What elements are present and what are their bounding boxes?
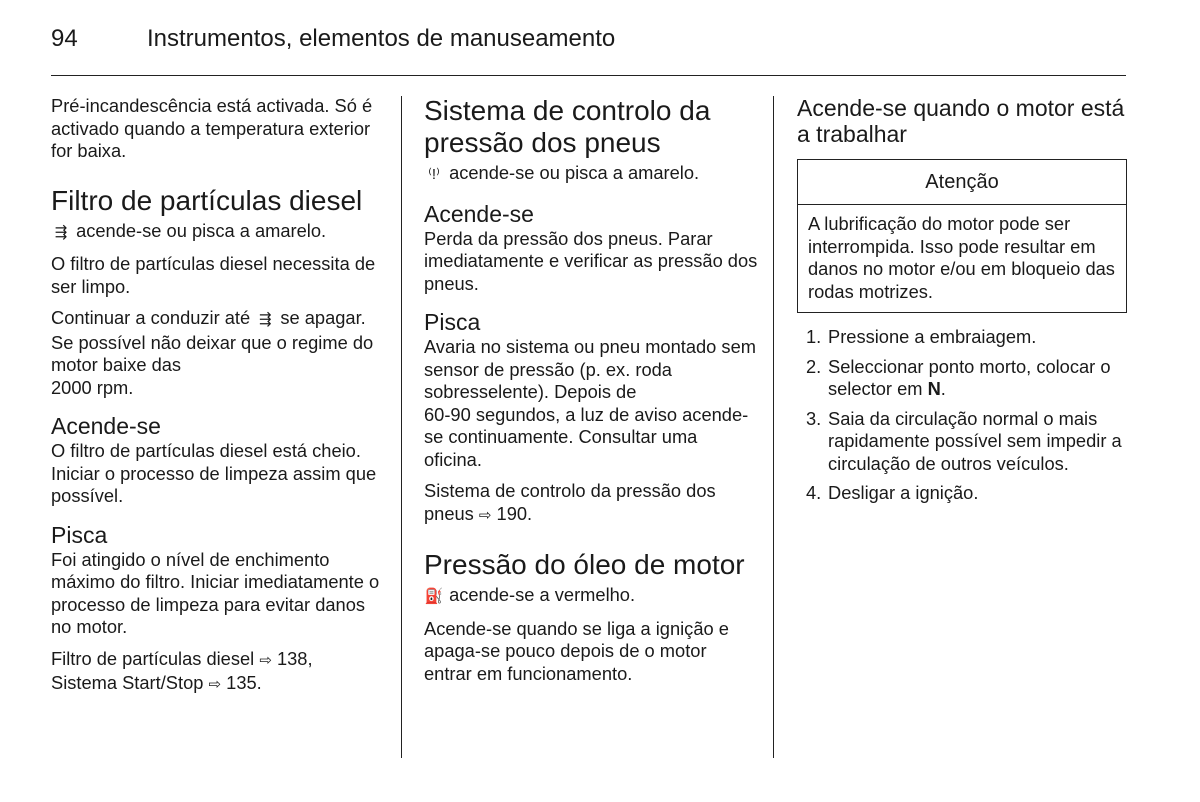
subheading-engine-running: Acende-se quando o motor está a trabalhar [797,95,1125,147]
subheading-lit: Acende-se [424,200,534,227]
column-3 [797,95,1127,512]
reference-link[interactable]: 190. [491,502,533,524]
oil-ignition-paragraph: Acende-se quando se liga a ignição e apaga-se pouco depois de o motor entrar em funcionamento. [424,617,729,684]
reference-arrow-icon: ⇨ [259,651,272,669]
cross-references: Filtro de partículas diesel ⇨ 138, Sistema Start/Stop ⇨ 135. [51,647,313,693]
filter-drive-paragraph: Continuar a conduzir até ⇶ se apagar. Se possível não deixar que o regime do motor baixe das 2000 rpm. [51,307,374,398]
section-heading-tire-pressure: Sistema de controlo da pressão dos pneus [424,95,711,158]
subheading-blink: Pisca [424,309,481,335]
reference-link[interactable]: 135. [221,672,262,693]
warning-title: Atenção [798,160,1126,205]
reference-link[interactable]: 138, [271,647,313,669]
tire-pressure-warning-icon: ⁽!⁾ [428,166,440,183]
reference-arrow-icon: ⇨ [208,676,222,693]
list-item: 4. Desligar a ignição. [806,482,979,503]
filter-lit-paragraph: ⇶ acende-se ou pisca a amarelo. [51,220,386,245]
list-item: 1. Pressione a embraiagem. [806,326,1037,347]
column-divider-left [401,96,402,758]
diesel-particle-filter-icon: ⇶ [258,311,272,328]
tpms-reference: Sistema de controlo da pressão dos pneus ⇨ 190. [424,480,716,524]
oil-lit-paragraph: ⛽ acende-se a vermelho. [424,584,759,609]
column-2 [424,95,759,694]
tpms-lit-paragraph: ⁽!⁾ acende-se ou pisca a amarelo. [424,162,759,187]
warning-body: A lubrificação do motor pode ser interrompida. Isso pode resultar em danos no motor e/ou em bloqueio das rodas motrizes. [808,213,1115,302]
reference-arrow-icon: ⇨ [478,506,492,524]
column-1 [51,95,386,706]
list-item: 3. Saia da circulação normal o mais rapidamente possível sem impedir a circulação de outros veículos. [806,407,1122,474]
list-item: 2. Seleccionar ponto morto, colocar o selector em N. [806,355,1111,399]
filter-clean-paragraph: O filtro de partículas diesel necessita de ser limpo. [51,253,376,297]
section-heading-particle-filter: Filtro de partículas diesel [51,184,363,216]
diesel-particle-filter-icon: ⇶ [54,223,68,241]
section-heading-oil-pressure: Pressão do óleo de motor [424,549,745,580]
subheading-lit: Acende-se [51,413,161,439]
page-title: Instrumentos, elementos de manuseamento [147,25,616,52]
oil-can-icon: ⛽ [424,588,444,605]
warning-box [797,159,1127,313]
preheat-paragraph: Pré-incandescência está activada. Só é activado quando a temperatura exterior for baixa. [51,95,373,161]
filter-full-paragraph: O filtro de partículas diesel está cheio. Iniciar o processo de limpeza assim que possível. [51,440,377,506]
steps-list [797,326,1127,505]
filter-max-paragraph: Foi atingido o nível de enchimento máximo do filtro. Iniciar imediatamente o processo de limpeza para evitar danos no motor. [51,548,380,637]
column-divider-right [773,96,774,758]
tpms-fault-paragraph: Avaria no sistema ou pneu montado sem sensor de pressão (p. ex. roda sobresselente). Depois de 60-90 segundos, a luz de aviso acende-se continuamente. Consultar uma oficina. [424,336,756,470]
page-number: 94 [51,25,78,52]
subheading-blink: Pisca [51,521,108,548]
tpms-loss-paragraph: Perda da pressão dos pneus. Parar imediatamente e verificar as pressão dos pneus. [424,227,758,294]
header-divider [51,75,1126,76]
